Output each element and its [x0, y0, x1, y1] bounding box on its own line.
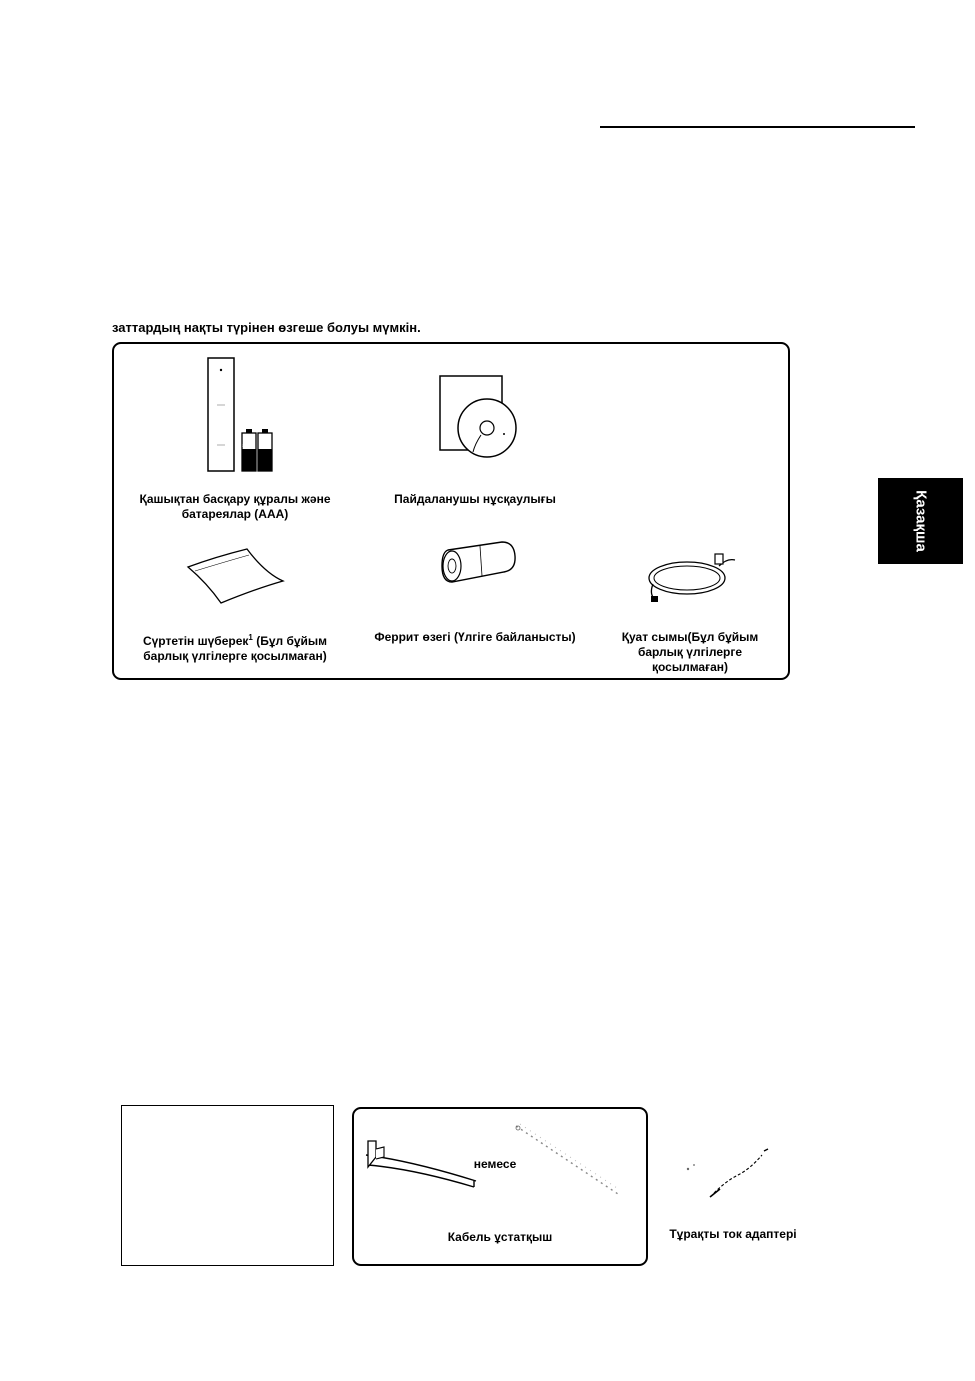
battery-label: 1.5V: [242, 443, 251, 448]
dc-adapter-caption: Тұрақты ток адаптері: [669, 1227, 797, 1241]
cleaning-cloth-icon: [185, 545, 285, 607]
language-side-tab: [878, 478, 963, 564]
cloth-caption: Сүртетін шүберек$^1$ (Бұл бұйым барлық үлгілерге қосылмаған): [142, 633, 328, 663]
dc-adapter-icon: [680, 1145, 770, 1201]
manual-caption: Пайдаланушы нұсқаулығы: [394, 492, 556, 506]
language-tab-label: Қазақша: [912, 490, 929, 552]
remote-caption: Қашықтан басқару құралы және батареялар (AAA): [139, 492, 331, 521]
battery-icon: [242, 429, 272, 471]
empty-accessory-box: [121, 1105, 334, 1266]
manual-cd-icon: [435, 372, 525, 462]
cable-tie-icon: [512, 1122, 624, 1198]
ferrite-core-icon: [440, 538, 520, 588]
ferrite-caption: Феррит өзегі (Үлгіге байланысты): [374, 630, 576, 644]
cable-holder-icon: [362, 1137, 482, 1187]
power-cord-icon: [645, 552, 745, 604]
cable-holder-caption: Кабель ұстатқыш: [447, 1230, 553, 1244]
remote-control-icon: [195, 355, 285, 475]
intro-text: заттардың нақты түрінен өзгеше болуы мүмкін.: [112, 320, 421, 335]
or-label: немесе: [473, 1157, 517, 1171]
header-rule: [600, 126, 915, 128]
power-cord-caption: Қуат сымы(Бұл бұйым барлық үлгілерге қосылмаған): [621, 630, 759, 674]
